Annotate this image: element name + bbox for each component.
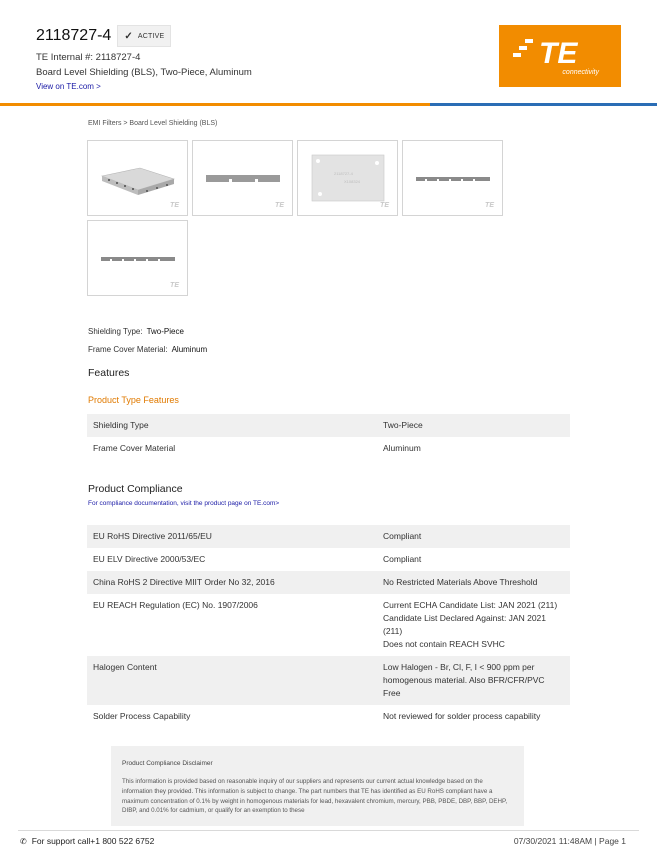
spec-value: Two-Piece (146, 327, 184, 336)
feature-name: Shielding Type (93, 420, 149, 430)
table-row (87, 525, 570, 548)
compliance-documentation-link[interactable]: For compliance documentation, visit the product page on TE.com> (88, 500, 280, 507)
part-number: 2118727-4 (36, 27, 112, 44)
feature-value: Two-Piece (383, 420, 423, 430)
te-watermark: TE (275, 202, 284, 209)
feature-value: Aluminum (383, 443, 421, 453)
compliance-name: China RoHS 2 Directive MIIT Order No 32, 2016 (93, 577, 275, 587)
support-phone-text: For support call+1 800 522 6752 (31, 836, 155, 846)
table-row (87, 548, 570, 571)
te-watermark: TE (380, 202, 389, 209)
feature-name: Frame Cover Material (93, 443, 176, 453)
product-image-thumb-3[interactable] (297, 140, 398, 216)
compliance-value: Current ECHA Candidate List: JAN 2021 (211) Candidate List Declared Against: JAN 2021 (211) Does not contain REACH SVHC (383, 600, 558, 649)
disclaimer-title: Product Compliance Disclaimer (122, 760, 213, 767)
product-image-thumb-5[interactable] (87, 220, 188, 296)
compliance-name: Solder Process Capability (93, 711, 191, 721)
status-badge (117, 25, 171, 47)
compliance-table (87, 525, 570, 728)
header-rule (0, 103, 657, 106)
footer-date-page: 07/30/2021 11:48AM | Page 1 (513, 836, 626, 846)
te-connectivity-logo (499, 25, 621, 87)
part-row (36, 25, 171, 47)
compliance-disclaimer (111, 746, 524, 826)
table-row (87, 656, 570, 705)
table-row (87, 571, 570, 594)
compliance-value: Low Halogen - Br, Cl, F, I < 900 ppm per homogenous material. Also BFR/CFR/PVC Free (383, 662, 545, 698)
status-label: ACTIVE (137, 32, 165, 40)
product-image-thumb-2[interactable] (192, 140, 293, 216)
compliance-value: No Restricted Materials Above Threshold (383, 577, 538, 587)
compliance-name: EU RoHS Directive 2011/65/EU (93, 531, 212, 541)
compliance-value: Compliant (383, 531, 422, 541)
compliance-name: Halogen Content (93, 662, 157, 672)
disclaimer-text: This information is provided based on reasonable inquiry of our suppliers and represents our current actual knowledge based on the information they provided. This information is subject to change. The part numbers that TE has identified as EU RoHS compliant have a maximum concentration of 0.1% by weight in homogenous materials for lead, hexavalent chromium, mercury, PBB, PBDE, DBP, BBP, DEHP, DIBP, and 0.01% for cadmium, or qualify for an exemption to these (122, 778, 508, 815)
spec-label: Frame Cover Material: (88, 345, 168, 354)
features-table (87, 414, 570, 460)
shield-label-2: X108324 (344, 179, 361, 184)
compliance-value: Not reviewed for solder process capability (383, 711, 541, 721)
table-row (87, 414, 570, 437)
spec-shielding-type (88, 327, 184, 336)
footer-divider (18, 830, 639, 831)
spec-label: Shielding Type: (88, 327, 143, 336)
product-description: Board Level Shielding (BLS), Two-Piece, Aluminum (36, 67, 252, 78)
internal-number: TE Internal #: 2118727-4 (36, 52, 141, 63)
breadcrumb[interactable]: EMI Filters > Board Level Shielding (BLS) (88, 120, 218, 127)
view-on-te-link[interactable]: View on TE.com > (36, 82, 101, 91)
compliance-name: EU ELV Directive 2000/53/EC (93, 554, 206, 564)
header (0, 0, 657, 105)
phone-icon: ✆ (20, 836, 27, 846)
te-logo-mark (499, 25, 621, 87)
check-icon: ✓ (124, 30, 133, 42)
table-row (87, 594, 570, 656)
features-heading: Features (88, 367, 130, 379)
product-compliance-heading: Product Compliance (88, 483, 183, 495)
logo-subtext: connectivity (562, 69, 599, 76)
compliance-value: Compliant (383, 554, 422, 564)
table-row (87, 437, 570, 460)
product-image-thumb-1[interactable] (87, 140, 188, 216)
product-image-thumb-4[interactable] (402, 140, 503, 216)
footer-support (20, 836, 154, 846)
spec-frame-cover-material (88, 345, 207, 354)
te-watermark: TE (485, 202, 494, 209)
te-watermark: TE (170, 202, 179, 209)
product-type-features-heading: Product Type Features (88, 395, 179, 405)
shield-label-1: 2118727-4 (334, 171, 353, 176)
table-row (87, 705, 570, 728)
logo-text: TE (539, 37, 578, 70)
te-watermark: TE (170, 282, 179, 289)
compliance-name: EU REACH Regulation (EC) No. 1907/2006 (93, 600, 258, 610)
spec-value: Aluminum (171, 345, 208, 354)
